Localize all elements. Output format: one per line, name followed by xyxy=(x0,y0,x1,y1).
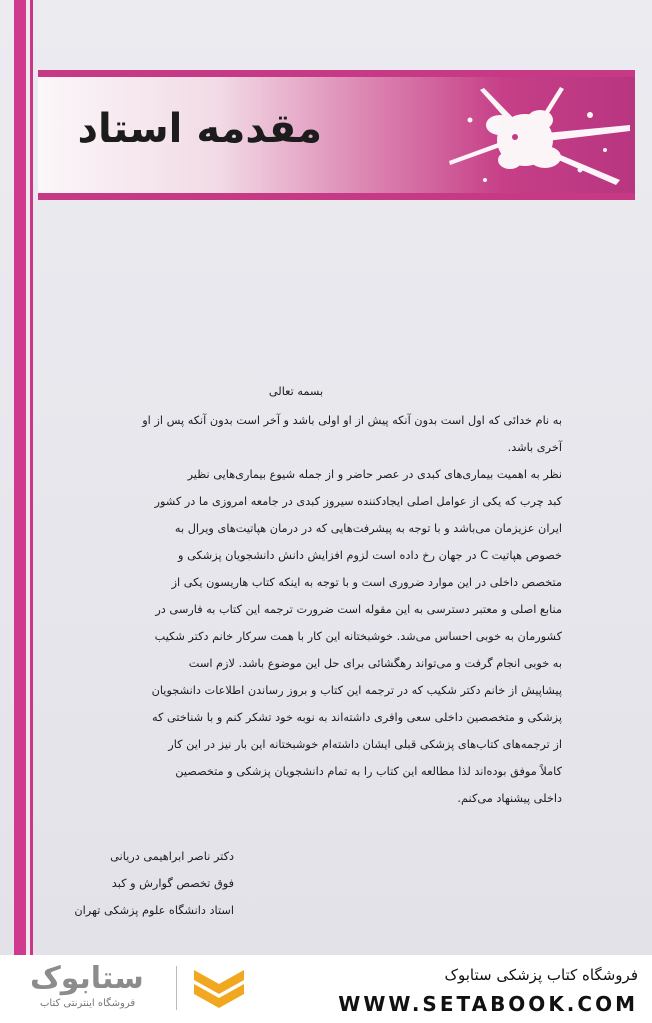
paragraph-line: به خوبی انجام گرفت و می‌تواند رهگشائی برای حل این موضوع باشد. لازم است xyxy=(188,657,562,670)
store-name: فروشگاه کتاب پزشکی ستابوک xyxy=(444,966,638,984)
margin-stripe-inner xyxy=(30,0,33,955)
store-logo-subtitle: فروشگاه اینترنتی کتاب xyxy=(40,998,136,1009)
paragraph-line: کاملاً موفق بوده‌اند لذا مطالعه این کتاب را به تمام دانشجویان پزشکی و متخصصین xyxy=(175,765,562,778)
margin-stripe-outer xyxy=(14,0,26,955)
basmala: بسمه تعالی xyxy=(268,385,324,398)
store-url-link[interactable]: WWW.SETABOOK.COM xyxy=(338,992,638,1016)
paragraph-line: از ترجمه‌های کتاب‌های پزشکی قبلی ایشان داشته‌ام خوشبختانه این بار نیز در این کار xyxy=(168,738,562,751)
paragraph-line: خصوص هپاتیت C در جهان رخ داده است لزوم افزایش دانش دانشجویان پزشکی و xyxy=(178,549,562,562)
paragraph-line: نظر به اهمیت بیماری‌های کبدی در عصر حاضر و از جمله شیوع بیماری‌هایی نظیر xyxy=(187,468,562,481)
paragraph-line: کشورمان به خوبی احساس می‌شد. خوشبختانه این کار با همت سرکار خانم دکتر شکیب xyxy=(154,630,562,643)
signature-name: دکتر ناصر ابراهیمی دریانی xyxy=(110,850,234,863)
paragraph-line: کبد چرب که یکی از عوامل اصلی ایجادکننده سیروز کبدی در جامعه امروزی ما در کشور xyxy=(154,495,562,508)
chapter-title: مقدمه استاد xyxy=(77,106,322,152)
paragraph-line: داخلی پیشنهاد می‌کنم. xyxy=(457,792,562,805)
paragraph-line: پیشاپیش از خانم دکتر شکیب که در ترجمه این کتاب و بروز رساندن اطلاعات دانشجویان xyxy=(151,684,562,697)
logo-divider xyxy=(176,966,177,1010)
signature-specialty: فوق تخصص گوارش و کبد xyxy=(111,877,234,890)
store-logo-text: ستابوک xyxy=(30,961,144,996)
paragraph-line: منابع اصلی و معتبر دسترسی به این مقوله است ضرورت ترجمه این کتاب به فارسی در xyxy=(155,603,562,616)
paragraph-line: متخصص داخلی در این موارد ضروری است و با توجه به اینکه کتاب هاریسون یکی از xyxy=(171,576,562,589)
paragraph-line: به نام خدائی که اول است بدون آنکه پیش از او اولی باشد و آخر است بدون آنکه پس از او xyxy=(142,414,562,427)
store-logo-icon[interactable] xyxy=(190,966,248,1012)
paragraph-line: ایران عزیزمان می‌باشد و با توجه به پیشرفت‌هایی که در درمان هپاتیت‌های ویرال به xyxy=(174,522,562,535)
paragraph-line: آخری باشد. xyxy=(507,441,562,454)
paragraph-line: پزشکی و متخصصین داخلی سعی وافری داشته‌اند به نوبه خود تشکر کنم و با شناختی که xyxy=(151,711,562,724)
paint-splash-graphic xyxy=(440,85,630,195)
signature-position: استاد دانشگاه علوم پزشکی تهران xyxy=(74,904,234,917)
